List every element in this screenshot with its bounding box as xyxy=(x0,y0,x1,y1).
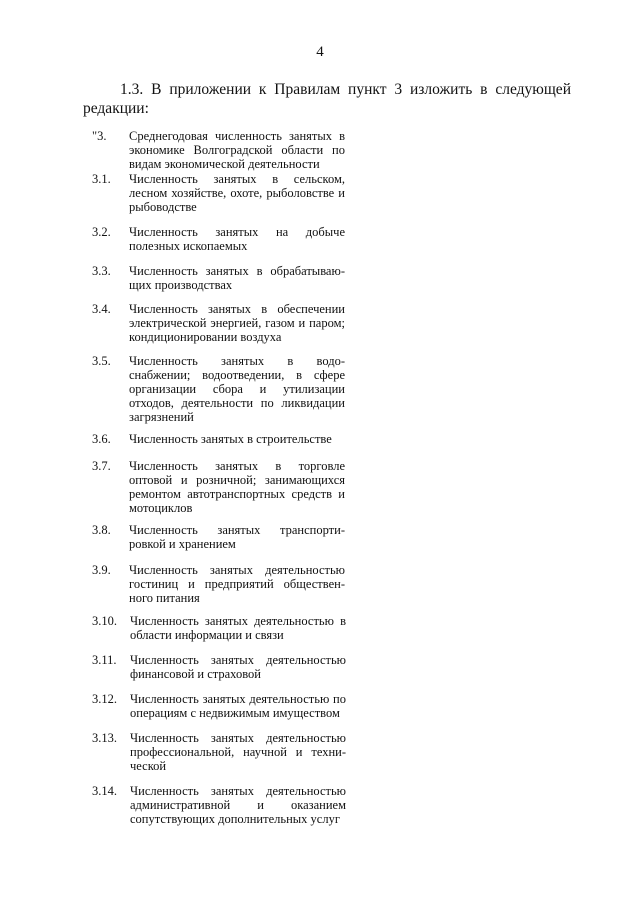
item-text: Численность занятых в строительстве xyxy=(129,432,332,446)
item-number: 3.5. xyxy=(92,354,111,368)
item-text: Численность занятых транспорти-ровкой и хранением xyxy=(129,523,345,551)
item-number: 3.9. xyxy=(92,563,111,577)
item-number: 3.8. xyxy=(92,523,111,537)
item-number: 3.11. xyxy=(92,653,117,667)
item-text: Численность занятых в обрабатываю-щих производствах xyxy=(129,264,345,292)
item-text: Численность занятых в обеспечении электрической энергией, газом и паром; кондиционировании воздуха xyxy=(129,302,345,344)
item-number: 3.14. xyxy=(92,784,117,798)
item-number: 3.12. xyxy=(92,692,117,706)
item-number: 3.10. xyxy=(92,614,117,628)
item-number: 3.3. xyxy=(92,264,111,278)
item-text: Среднегодовая численность занятых в экономике Волгоградской области по видам экономической деятельности xyxy=(129,129,345,171)
item-text: Численность занятых деятельностью административной и оказанием сопутствующих дополнительных услуг xyxy=(130,784,346,826)
item-text: Численность занятых деятельностью финансовой и страховой xyxy=(130,653,346,681)
item-number: 3.4. xyxy=(92,302,111,316)
item-text: Численность занятых в водо-снабжении; водоотведении, в сфере организации сбора и утилизации отходов, деятельности по ликвидации загрязнений xyxy=(129,354,345,424)
item-text: Численность занятых в сельском, лесном хозяйстве, охоте, рыболовстве и рыбоводстве xyxy=(129,172,345,214)
item-number: 3.13. xyxy=(92,731,117,745)
page-number: 4 xyxy=(316,44,324,60)
item-text: Численность занятых деятельностью по операциям с недвижимым имуществом xyxy=(130,692,346,720)
item-text: Численность занятых в торговле оптовой и розничной; занимающихся ремонтом автотранспортных средств и мотоциклов xyxy=(129,459,345,515)
item-number: 3.6. xyxy=(92,432,111,446)
item-text: Численность занятых деятельностью в области информации и связи xyxy=(130,614,346,642)
item-text: Численность занятых деятельностью профессиональной, научной и техни-ческой xyxy=(130,731,346,773)
item-number: 3.7. xyxy=(92,459,111,473)
intro-paragraph: 1.3. В приложении к Правилам пункт 3 изложить в следующей редакции: xyxy=(83,81,571,117)
item-text: Численность занятых деятельностью гостиниц и предприятий обществен-ного питания xyxy=(129,563,345,605)
item-text: Численность занятых на добыче полезных ископаемых xyxy=(129,225,345,253)
item-number: "3. xyxy=(92,129,107,143)
item-number: 3.2. xyxy=(92,225,111,239)
item-number: 3.1. xyxy=(92,172,111,186)
